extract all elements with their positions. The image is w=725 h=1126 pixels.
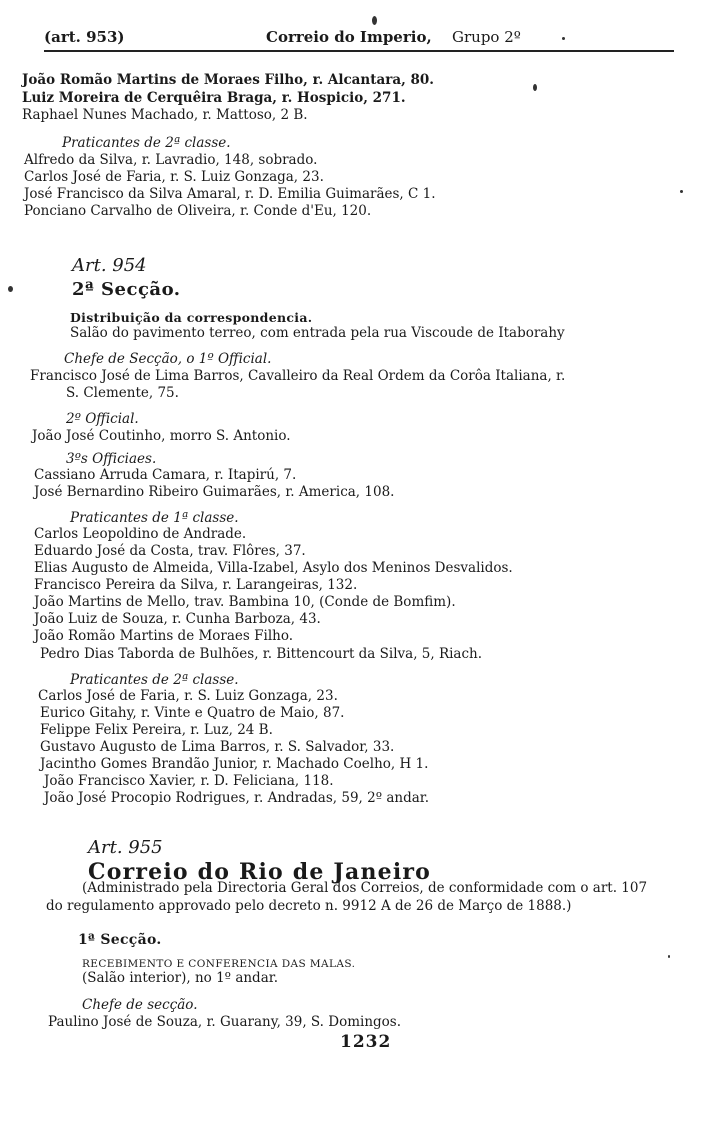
- section-subheading: 1ª Secção.: [78, 932, 162, 948]
- text-line: Alfredo da Silva, r. Lavradio, 148, sobrado.: [24, 152, 318, 168]
- section-heading: 2ª Secção.: [72, 279, 181, 300]
- text-line: João Luiz de Souza, r. Cunha Barboza, 43.: [34, 611, 321, 627]
- text-line: do regulamento approvado pelo decreto n. 9912 A de 26 de Março de 1888.): [46, 898, 572, 914]
- text-line: José Bernardino Ribeiro Guimarães, r. America, 108.: [34, 484, 395, 500]
- text-line: Carlos José de Faria, r. S. Luiz Gonzaga, 23.: [24, 169, 324, 185]
- header-article-ref: (art. 953): [44, 28, 125, 46]
- text-line: S. Clemente, 75.: [66, 385, 179, 401]
- text-line: Cassiano Arruda Camara, r. Itapirú, 7.: [34, 467, 297, 483]
- subheading: Praticantes de 2ª classe.: [62, 135, 231, 151]
- scan-speck: [562, 37, 565, 40]
- scan-speck: [8, 286, 13, 292]
- subheading: 2º Official.: [66, 411, 139, 427]
- scan-speck: [372, 16, 377, 25]
- page-header: [44, 28, 674, 52]
- text-line: João José Coutinho, morro S. Antonio.: [32, 428, 291, 444]
- header-title: Correio do Imperio,: [266, 28, 432, 46]
- text-line: Francisco José de Lima Barros, Cavalleiro da Real Ordem da Corôa Italiana, r.: [30, 368, 566, 384]
- text-line: Gustavo Augusto de Lima Barros, r. S. Salvador, 33.: [40, 739, 395, 755]
- text-line: Luiz Moreira de Cerquêira Braga, r. Hospicio, 271.: [22, 90, 406, 106]
- article-label: Art. 955: [88, 837, 163, 858]
- scan-speck: [668, 955, 670, 958]
- text-line: Eduardo José da Costa, trav. Flôres, 37.: [34, 543, 306, 559]
- section-heading: Correio do Rio de Janeiro: [88, 859, 432, 885]
- text-line: Felippe Felix Pereira, r. Luz, 24 B.: [40, 722, 273, 738]
- subheading: Praticantes de 1ª classe.: [70, 510, 239, 526]
- text-line: Raphael Nunes Machado, r. Mattoso, 2 B.: [22, 107, 308, 123]
- subheading: Praticantes de 2ª classe.: [70, 672, 239, 688]
- subheading: Chefe de secção.: [82, 997, 198, 1013]
- text-line: (Salão interior), no 1º andar.: [82, 970, 279, 986]
- text-line: Carlos José de Faria, r. S. Luiz Gonzaga, 23.: [38, 688, 338, 704]
- text-line: Salão do pavimento terreo, com entrada pela rua Viscoude de Itaborahy: [70, 325, 565, 341]
- text-line: João José Procopio Rodrigues, r. Andradas, 59, 2º andar.: [44, 790, 430, 806]
- text-line: Paulino José de Souza, r. Guarany, 39, S. Domingos.: [48, 1014, 402, 1030]
- text-line: Elias Augusto de Almeida, Villa-Izabel, Asylo dos Meninos Desvalidos.: [34, 560, 513, 576]
- text-line: Carlos Leopoldino de Andrade.: [34, 526, 247, 542]
- text-line: Ponciano Carvalho de Oliveira, r. Conde d'Eu, 120.: [24, 203, 372, 219]
- scan-speck: [680, 190, 683, 193]
- subheading: Chefe de Secção, o 1º Official.: [64, 351, 272, 367]
- text-line: Francisco Pereira da Silva, r. Larangeiras, 132.: [34, 577, 358, 593]
- text-line: João Romão Martins de Moraes Filho, r. Alcantara, 80.: [22, 72, 434, 88]
- text-line: Pedro Dias Taborda de Bulhões, r. Bittencourt da Silva, 5, Riach.: [40, 646, 483, 662]
- scan-speck: [533, 84, 537, 91]
- caps-heading: RECEBIMENTO E CONFERENCIA DAS MALAS.: [82, 958, 356, 970]
- subheading: 3ºs Officiaes.: [66, 451, 157, 467]
- text-line: Jacintho Gomes Brandão Junior, r. Machado Coelho, H 1.: [40, 756, 429, 772]
- text-line: (Administrado pela Directoria Geral dos Correios, de conformidade com o art. 107: [82, 880, 648, 896]
- text-line: José Francisco da Silva Amaral, r. D. Emilia Guimarães, C 1.: [24, 186, 436, 202]
- text-line: João Francisco Xavier, r. D. Feliciana, 118.: [44, 773, 334, 789]
- text-line: João Romão Martins de Moraes Filho.: [34, 628, 294, 644]
- article-label: Art. 954: [72, 255, 147, 276]
- section-subheading: Distribuição da correspondencia.: [70, 310, 313, 325]
- header-group: Grupo 2º: [452, 28, 521, 46]
- text-line: João Martins de Mello, trav. Bambina 10, (Conde de Bomfim).: [34, 594, 456, 610]
- page-number: 1232: [340, 1032, 392, 1052]
- text-line: Eurico Gitahy, r. Vinte e Quatro de Maio, 87.: [40, 705, 345, 721]
